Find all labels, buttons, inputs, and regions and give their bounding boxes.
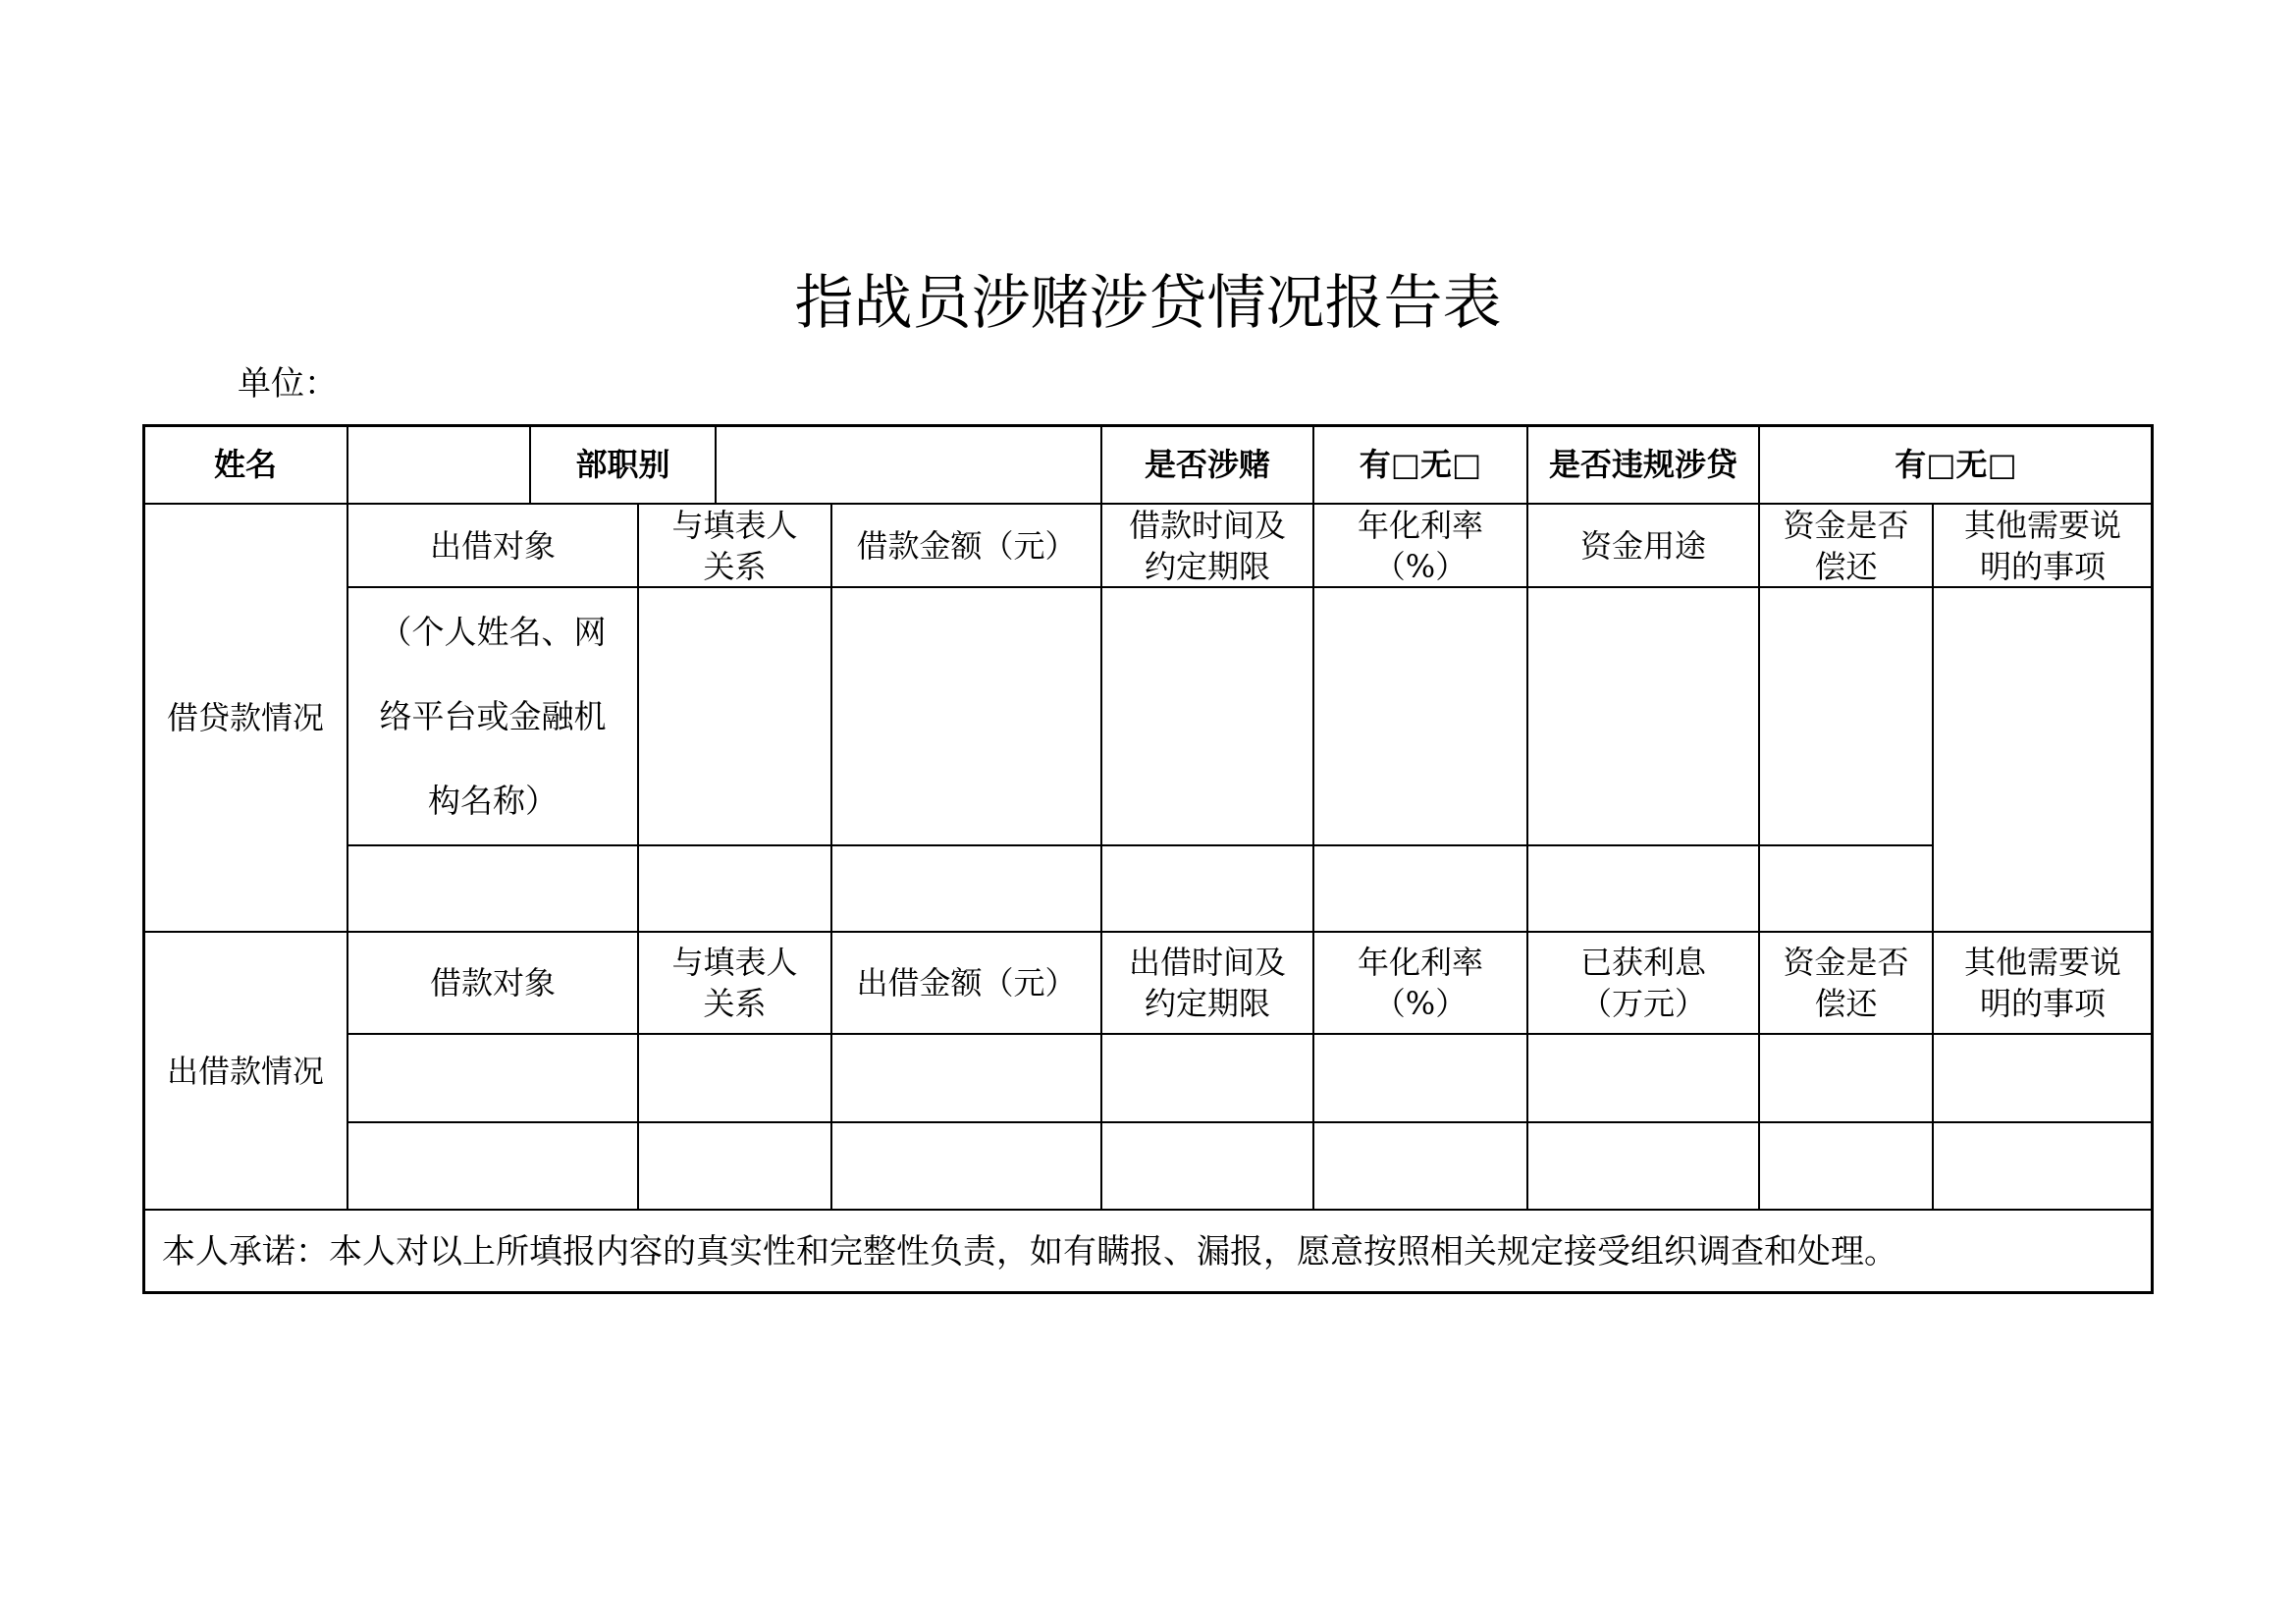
borrowing-header-rate: 年化利率 （%） bbox=[1312, 503, 1528, 588]
lending-row-1-notes-cell bbox=[1932, 1033, 2154, 1123]
illegal-loan-options: 有□无□ bbox=[1758, 424, 2154, 505]
borrowing-row-2-repaid-cell bbox=[1758, 844, 1934, 933]
lending-row-1-interest-cell bbox=[1526, 1033, 1760, 1123]
illegal-loan-label: 是否违规涉贷 bbox=[1526, 424, 1760, 505]
borrowing-row-2-lender-cell bbox=[347, 844, 639, 933]
borrowing-lender-hint: （个人姓名、网 络平台或金融机 构名称） bbox=[347, 586, 639, 846]
borrowing-header-repaid: 资金是否 偿还 bbox=[1758, 503, 1934, 588]
lending-row-2-term-cell bbox=[1100, 1121, 1314, 1211]
borrowing-header-amount: 借款金额（元） bbox=[830, 503, 1102, 588]
lending-header-amount: 出借金额（元） bbox=[830, 931, 1102, 1035]
lending-header-interest: 已获利息 （万元） bbox=[1526, 931, 1760, 1035]
lending-row-1-term-cell bbox=[1100, 1033, 1314, 1123]
lending-row-1-amount-cell bbox=[830, 1033, 1102, 1123]
borrowing-row-2-rate-cell bbox=[1312, 844, 1528, 933]
borrowing-row-1-term-cell bbox=[1100, 586, 1314, 846]
lending-header-relation: 与填表人 关系 bbox=[637, 931, 832, 1035]
borrowing-section-label: 借贷款情况 bbox=[142, 503, 348, 933]
lending-header-notes: 其他需要说 明的事项 bbox=[1932, 931, 2154, 1035]
borrowing-row-1-repaid-cell bbox=[1758, 586, 1934, 846]
name-label: 姓名 bbox=[142, 424, 348, 505]
borrowing-header-relation: 与填表人 关系 bbox=[637, 503, 832, 588]
lending-row-1-repaid-cell bbox=[1758, 1033, 1934, 1123]
lending-header-term: 出借时间及 约定期限 bbox=[1100, 931, 1314, 1035]
form-title: 指战员涉赌涉贷情况报告表 bbox=[794, 269, 1502, 338]
borrowing-row-1-relation-cell bbox=[637, 586, 832, 846]
lending-row-2-relation-cell bbox=[637, 1121, 832, 1211]
borrowing-row-2-term-cell bbox=[1100, 844, 1314, 933]
lending-row-2-interest-cell bbox=[1526, 1121, 1760, 1211]
lending-row-2-amount-cell bbox=[830, 1121, 1102, 1211]
gambling-options: 有□无□ bbox=[1312, 424, 1528, 505]
lending-row-1-borrower-cell bbox=[347, 1033, 639, 1123]
borrowing-notes-merged-cell bbox=[1932, 586, 2154, 933]
lending-header-repaid: 资金是否 偿还 bbox=[1758, 931, 1934, 1035]
unit-label: 单位： bbox=[238, 364, 338, 404]
borrowing-header-purpose: 资金用途 bbox=[1526, 503, 1760, 588]
borrowing-header-term: 借款时间及 约定期限 bbox=[1100, 503, 1314, 588]
pledge-statement: 本人承诺：本人对以上所填报内容的真实性和完整性负责，如有瞒报、漏报，愿意按照相关规定接受组织调查和处理。 bbox=[142, 1209, 2154, 1294]
borrowing-header-lender: 出借对象 bbox=[347, 503, 639, 588]
lending-row-2-repaid-cell bbox=[1758, 1121, 1934, 1211]
name-value-cell bbox=[347, 424, 531, 505]
gambling-label: 是否涉赌 bbox=[1100, 424, 1314, 505]
borrowing-row-1-rate-cell bbox=[1312, 586, 1528, 846]
dept-label: 部职别 bbox=[529, 424, 717, 505]
lending-row-2-borrower-cell bbox=[347, 1121, 639, 1211]
lending-header-borrower: 借款对象 bbox=[347, 931, 639, 1035]
borrowing-header-notes: 其他需要说 明的事项 bbox=[1932, 503, 2154, 588]
lending-row-2-notes-cell bbox=[1932, 1121, 2154, 1211]
borrowing-row-2-amount-cell bbox=[830, 844, 1102, 933]
dept-value-cell bbox=[715, 424, 1102, 505]
borrowing-row-2-relation-cell bbox=[637, 844, 832, 933]
borrowing-row-1-purpose-cell bbox=[1526, 586, 1760, 846]
borrowing-row-2-purpose-cell bbox=[1526, 844, 1760, 933]
lending-section-label: 出借款情况 bbox=[142, 931, 348, 1211]
lending-row-2-rate-cell bbox=[1312, 1121, 1528, 1211]
lending-row-1-rate-cell bbox=[1312, 1033, 1528, 1123]
lending-row-1-relation-cell bbox=[637, 1033, 832, 1123]
borrowing-row-1-amount-cell bbox=[830, 586, 1102, 846]
lending-header-rate: 年化利率 （%） bbox=[1312, 931, 1528, 1035]
